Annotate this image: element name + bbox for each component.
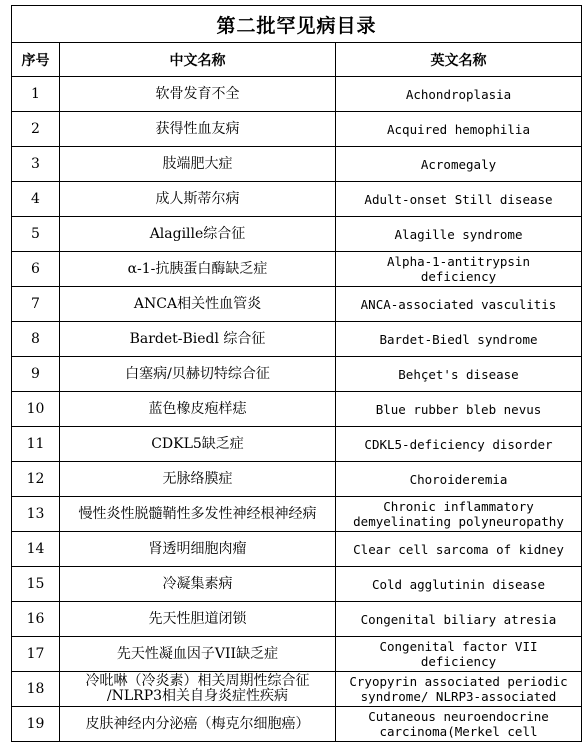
row-number: 18 bbox=[12, 672, 60, 707]
row-chinese-name: α-1-抗胰蛋白酶缺乏症 bbox=[60, 252, 336, 287]
row-chinese-name: 软骨发育不全 bbox=[60, 77, 336, 112]
row-number: 15 bbox=[12, 567, 60, 602]
table-row bbox=[12, 147, 582, 182]
row-number: 9 bbox=[12, 357, 60, 392]
row-english-name: Clear cell sarcoma of kidney bbox=[336, 532, 582, 567]
row-english-name: Alagille syndrome bbox=[336, 217, 582, 252]
row-number: 1 bbox=[12, 77, 60, 112]
row-number: 8 bbox=[12, 322, 60, 357]
table-row bbox=[12, 322, 582, 357]
row-number: 2 bbox=[12, 112, 60, 147]
row-number: 5 bbox=[12, 217, 60, 252]
row-number: 17 bbox=[12, 637, 60, 672]
row-chinese-name: 肢端肥大症 bbox=[60, 147, 336, 182]
row-chinese-name: 成人斯蒂尔病 bbox=[60, 182, 336, 217]
row-english-name: Acquired hemophilia bbox=[336, 112, 582, 147]
row-chinese-name: 无脉络膜症 bbox=[60, 462, 336, 497]
table-body bbox=[12, 77, 582, 742]
table-row bbox=[12, 707, 582, 742]
table-row bbox=[12, 252, 582, 287]
row-number: 6 bbox=[12, 252, 60, 287]
table-row bbox=[12, 182, 582, 217]
row-chinese-name: 先天性胆道闭锁 bbox=[60, 602, 336, 637]
table-row bbox=[12, 637, 582, 672]
row-english-name: Adult-onset Still disease bbox=[336, 182, 582, 217]
row-number: 10 bbox=[12, 392, 60, 427]
row-number: 4 bbox=[12, 182, 60, 217]
table-row bbox=[12, 217, 582, 252]
header-english-name: 英文名称 bbox=[336, 43, 582, 77]
row-english-name: ANCA-associated vasculitis bbox=[336, 287, 582, 322]
header-chinese-name: 中文名称 bbox=[60, 43, 336, 77]
row-number: 16 bbox=[12, 602, 60, 637]
row-english-name: Blue rubber bleb nevus bbox=[336, 392, 582, 427]
header-number: 序号 bbox=[12, 43, 60, 77]
table-row bbox=[12, 427, 582, 462]
row-number: 13 bbox=[12, 497, 60, 532]
row-english-name: Congenital factor VII deficiency bbox=[336, 637, 582, 672]
table-row bbox=[12, 392, 582, 427]
table-row bbox=[12, 602, 582, 637]
row-number: 14 bbox=[12, 532, 60, 567]
table-row bbox=[12, 287, 582, 322]
row-chinese-name: Alagille综合征 bbox=[60, 217, 336, 252]
row-english-name: Cold agglutinin disease bbox=[336, 567, 582, 602]
table-row bbox=[12, 112, 582, 147]
row-english-name: CDKL5-deficiency disorder bbox=[336, 427, 582, 462]
row-english-name: Congenital biliary atresia bbox=[336, 602, 582, 637]
row-chinese-name: CDKL5缺乏症 bbox=[60, 427, 336, 462]
row-number: 11 bbox=[12, 427, 60, 462]
row-english-name: Acromegaly bbox=[336, 147, 582, 182]
row-english-name: Cutaneous neuroendocrine carcinoma(Merkel cell bbox=[336, 707, 582, 742]
row-english-name: Behçet's disease bbox=[336, 357, 582, 392]
table-row bbox=[12, 532, 582, 567]
row-chinese-name: 白塞病/贝赫切特综合征 bbox=[60, 357, 336, 392]
row-chinese-name: Bardet-Biedl 综合征 bbox=[60, 322, 336, 357]
table-row bbox=[12, 672, 582, 707]
row-chinese-name: 先天性凝血因子VII缺乏症 bbox=[60, 637, 336, 672]
row-chinese-name: 冷吡啉（冷炎素）相关周期性综合征 /NLRP3相关自身炎症性疾病 bbox=[60, 672, 336, 707]
row-english-name: Chronic inflammatory demyelinating polyneuropathy bbox=[336, 497, 582, 532]
row-english-name: Cryopyrin associated periodic syndrome/ NLRP3-associated bbox=[336, 672, 582, 707]
row-number: 7 bbox=[12, 287, 60, 322]
row-chinese-name: 皮肤神经内分泌癌（梅克尔细胞癌） bbox=[60, 707, 336, 742]
row-english-name: Alpha-1-antitrypsin deficiency bbox=[336, 252, 582, 287]
row-number: 3 bbox=[12, 147, 60, 182]
row-chinese-name: ANCA相关性血管炎 bbox=[60, 287, 336, 322]
row-chinese-name: 蓝色橡皮疱样痣 bbox=[60, 392, 336, 427]
row-chinese-name: 肾透明细胞肉瘤 bbox=[60, 532, 336, 567]
row-number: 12 bbox=[12, 462, 60, 497]
table-row bbox=[12, 357, 582, 392]
table-row bbox=[12, 462, 582, 497]
rare-disease-table bbox=[11, 5, 582, 742]
table-title: 第二批罕见病目录 bbox=[12, 6, 582, 43]
table-row bbox=[12, 497, 582, 532]
row-english-name: Achondroplasia bbox=[336, 77, 582, 112]
row-number: 19 bbox=[12, 707, 60, 742]
row-chinese-name: 获得性血友病 bbox=[60, 112, 336, 147]
rare-disease-list-document bbox=[11, 5, 581, 742]
table-row bbox=[12, 567, 582, 602]
table-row bbox=[12, 77, 582, 112]
row-english-name: Choroideremia bbox=[336, 462, 582, 497]
row-english-name: Bardet-Biedl syndrome bbox=[336, 322, 582, 357]
row-chinese-name: 冷凝集素病 bbox=[60, 567, 336, 602]
row-chinese-name: 慢性炎性脱髓鞘性多发性神经根神经病 bbox=[60, 497, 336, 532]
